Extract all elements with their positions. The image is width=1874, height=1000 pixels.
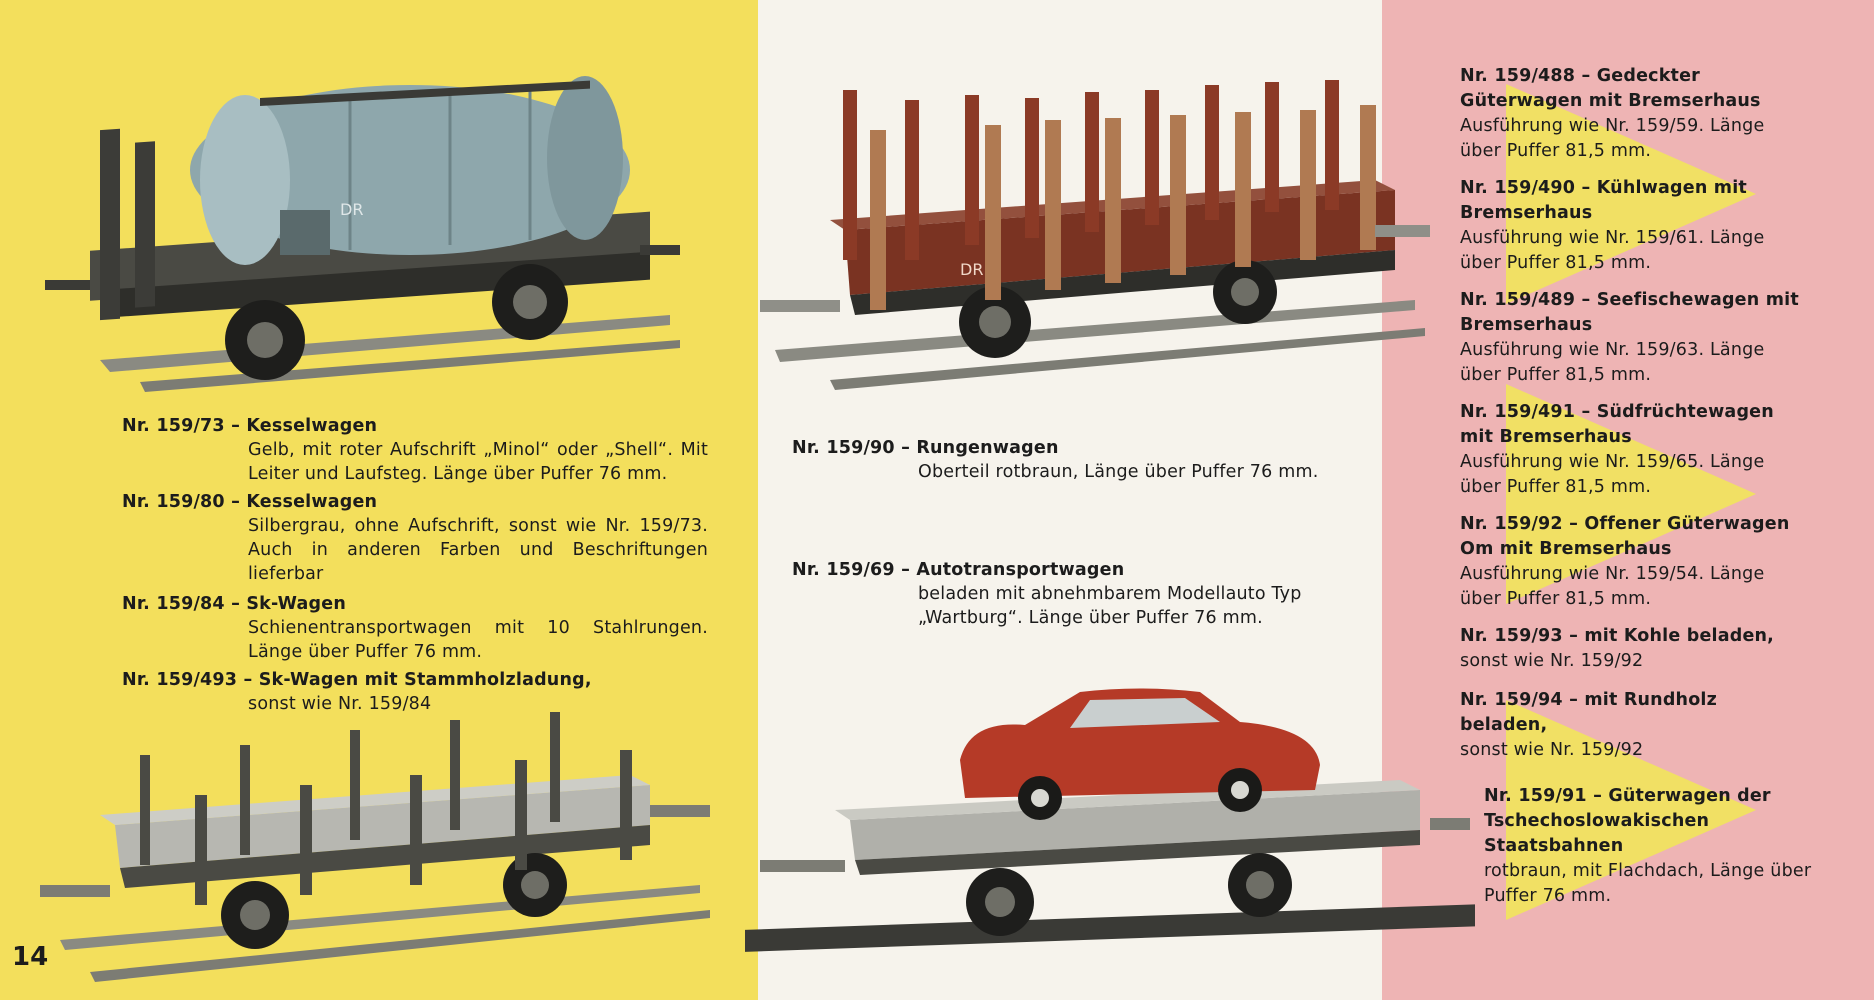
stake-wagon-illustration [755,70,1435,400]
entry-description: Ausführung wie Nr. 159/61. Länge über Puffer 81,5 mm. [1460,228,1765,273]
tank-wagon-marking: DR [340,200,364,219]
catalog-entry-159-84 [122,592,708,664]
sk-wagon-illustration [30,700,720,990]
entry-description: Schienentransportwagen mit 10 Stahlrungen. Länge über Puffer 76 mm. [248,618,708,662]
entry-description: Ausführung wie Nr. 159/65. Länge über Puffer 81,5 mm. [1460,452,1765,497]
entry-heading: Nr. 159/69 – Autotransportwagen [792,560,1125,580]
page-number: 14 [12,942,49,972]
stake-wagon-marking: DR [960,260,984,279]
catalog-entry-159-490 [1460,176,1800,276]
entry-description: sonst wie Nr. 159/84 [248,694,432,714]
car-transport-wagon-illustration [740,680,1480,980]
entry-description: Ausführung wie Nr. 159/63. Länge über Puffer 81,5 mm. [1460,340,1765,385]
catalog-entry-159-80 [122,490,708,586]
entry-heading: Nr. 159/94 – mit Rundholz beladen, [1460,690,1718,735]
entry-description: beladen mit abnehmbarem Modellauto Typ „Wartburg“. Länge über Puffer 76 mm. [918,584,1302,628]
entry-heading: Nr. 159/489 – Seefischewagen mit Bremserhaus [1460,290,1799,335]
catalog-entry-159-69 [792,558,1352,630]
entry-description: Ausführung wie Nr. 159/59. Länge über Puffer 81,5 mm. [1460,116,1765,161]
catalog-entry-159-489 [1460,288,1800,388]
entry-heading: Nr. 159/491 – Südfrüchtewagen mit Bremserhaus [1460,402,1774,447]
entry-heading: Nr. 159/93 – mit Kohle beladen, [1460,626,1775,646]
entry-description: Ausführung wie Nr. 159/54. Länge über Puffer 81,5 mm. [1460,564,1765,609]
catalog-entry-159-73 [122,414,708,486]
entry-heading: Nr. 159/488 – Gedeckter Güterwagen mit Bremserhaus [1460,66,1761,111]
catalog-entry-159-92 [1460,512,1800,612]
entry-description: rotbraun, mit Flachdach, Länge über Puffer 76 mm. [1484,861,1812,906]
catalog-entry-159-488 [1460,64,1800,164]
entry-description: Oberteil rotbraun, Länge über Puffer 76 mm. [918,462,1319,482]
entry-heading: Nr. 159/84 – Sk-Wagen [122,594,346,614]
entry-heading: Nr. 159/91 – Güterwagen der Tschechoslowakischen Staatsbahnen [1484,786,1771,856]
entry-heading: Nr. 159/90 – Rungenwagen [792,438,1059,458]
entry-description: Gelb, mit roter Aufschrift „Minol“ oder „Shell“. Mit Leiter und Laufsteg. Länge über Puffer 76 mm. [248,440,708,484]
catalog-entry-159-491 [1460,400,1800,500]
entry-description: Silbergrau, ohne Aufschrift, sonst wie Nr. 159/73. Auch in anderen Farben und Beschriftungen lieferbar [248,516,708,584]
catalog-entry-159-94 [1460,688,1800,763]
catalog-entry-159-493 [122,668,708,716]
entry-heading: Nr. 159/73 – Kesselwagen [122,416,378,436]
entry-description: sonst wie Nr. 159/92 [1460,740,1644,760]
catalog-entry-159-91 [1484,784,1814,909]
tank-wagon-illustration [30,40,710,400]
entry-heading: Nr. 159/80 – Kesselwagen [122,492,378,512]
entry-description: sonst wie Nr. 159/92 [1460,651,1644,671]
entry-heading: Nr. 159/493 – Sk-Wagen mit Stammholzladung, [122,670,592,690]
entry-heading: Nr. 159/92 – Offener Güterwagen Om mit Bremserhaus [1460,514,1790,559]
entry-heading: Nr. 159/490 – Kühlwagen mit Bremserhaus [1460,178,1747,223]
catalog-entry-159-90 [792,436,1352,484]
catalog-entry-159-93 [1460,624,1800,674]
